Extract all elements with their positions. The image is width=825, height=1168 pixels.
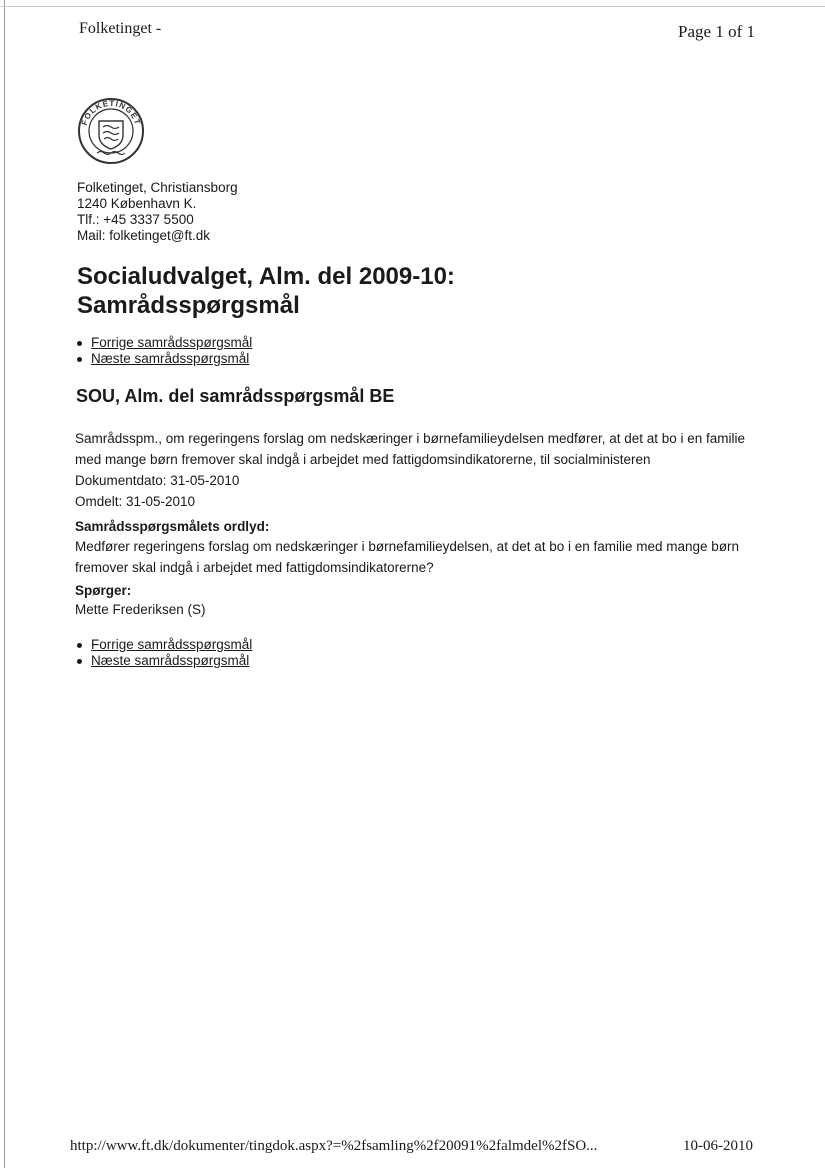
prev-question-link[interactable]: Forrige samrådsspørgsmål [91, 637, 253, 652]
question-wording: Medfører regeringens forslag om nedskæringer i børnefamilieydelsen, at det at bo i en familie med mange børn fremover skal indgå i arbejdet med fattigdomsindikatorerne? [75, 539, 740, 575]
question-nav-top [75, 335, 252, 367]
address-line: 1240 København K. [77, 196, 197, 211]
asker-label: Spørger: [75, 583, 132, 598]
list-item [75, 637, 252, 653]
list-item [75, 653, 252, 669]
scan-edge-left [4, 0, 5, 1168]
address-line: Folketinget, Christiansborg [77, 180, 238, 195]
address-phone: Tlf.: +45 3337 5500 [77, 212, 194, 227]
list-item [75, 335, 252, 351]
question-heading: SOU, Alm. del samrådsspørgsmål BE [76, 386, 395, 406]
list-item [75, 351, 252, 367]
folketinget-seal-icon [77, 97, 145, 165]
page-title [77, 262, 455, 320]
address-block [77, 180, 238, 244]
print-footer-date: 10-06-2010 [683, 1138, 753, 1154]
question-description: Samrådsspm., om regeringens forslag om nedskæringer i børnefamilieydelsen medfører, at det at bo i en familie med mange børn fremover skal indgå i arbejdet med fattigdomsindikatorerne, til socialministeren [75, 431, 746, 467]
prev-question-link[interactable]: Forrige samrådsspørgsmål [91, 335, 253, 350]
svg-text:FOLKETINGET: FOLKETINGET [79, 98, 143, 127]
question-nav-bottom [75, 637, 252, 669]
next-question-link[interactable]: Næste samrådsspørgsmål [91, 351, 250, 366]
distributed-date: Omdelt: 31-05-2010 [75, 494, 196, 509]
document-date: Dokumentdato: 31-05-2010 [75, 473, 240, 488]
print-footer-url: http://www.ft.dk/dokumenter/tingdok.aspx?=%2fsamling%2f20091%2falmdel%2fSO... [70, 1138, 598, 1154]
next-question-link[interactable]: Næste samrådsspørgsmål [91, 653, 250, 668]
address-mail: Mail: folketinget@ft.dk [77, 228, 211, 243]
print-header-page: Page 1 of 1 [678, 22, 755, 41]
scan-edge-top [0, 6, 825, 7]
wording-label: Samrådsspørgsmålets ordlyd: [75, 519, 270, 534]
page-title-line: Socialudvalget, Alm. del 2009-10: [77, 263, 455, 290]
print-header-title: Folketinget - [79, 20, 162, 37]
page-title-line: Samrådsspørgsmål [77, 292, 300, 319]
asker-name: Mette Frederiksen (S) [75, 602, 206, 617]
